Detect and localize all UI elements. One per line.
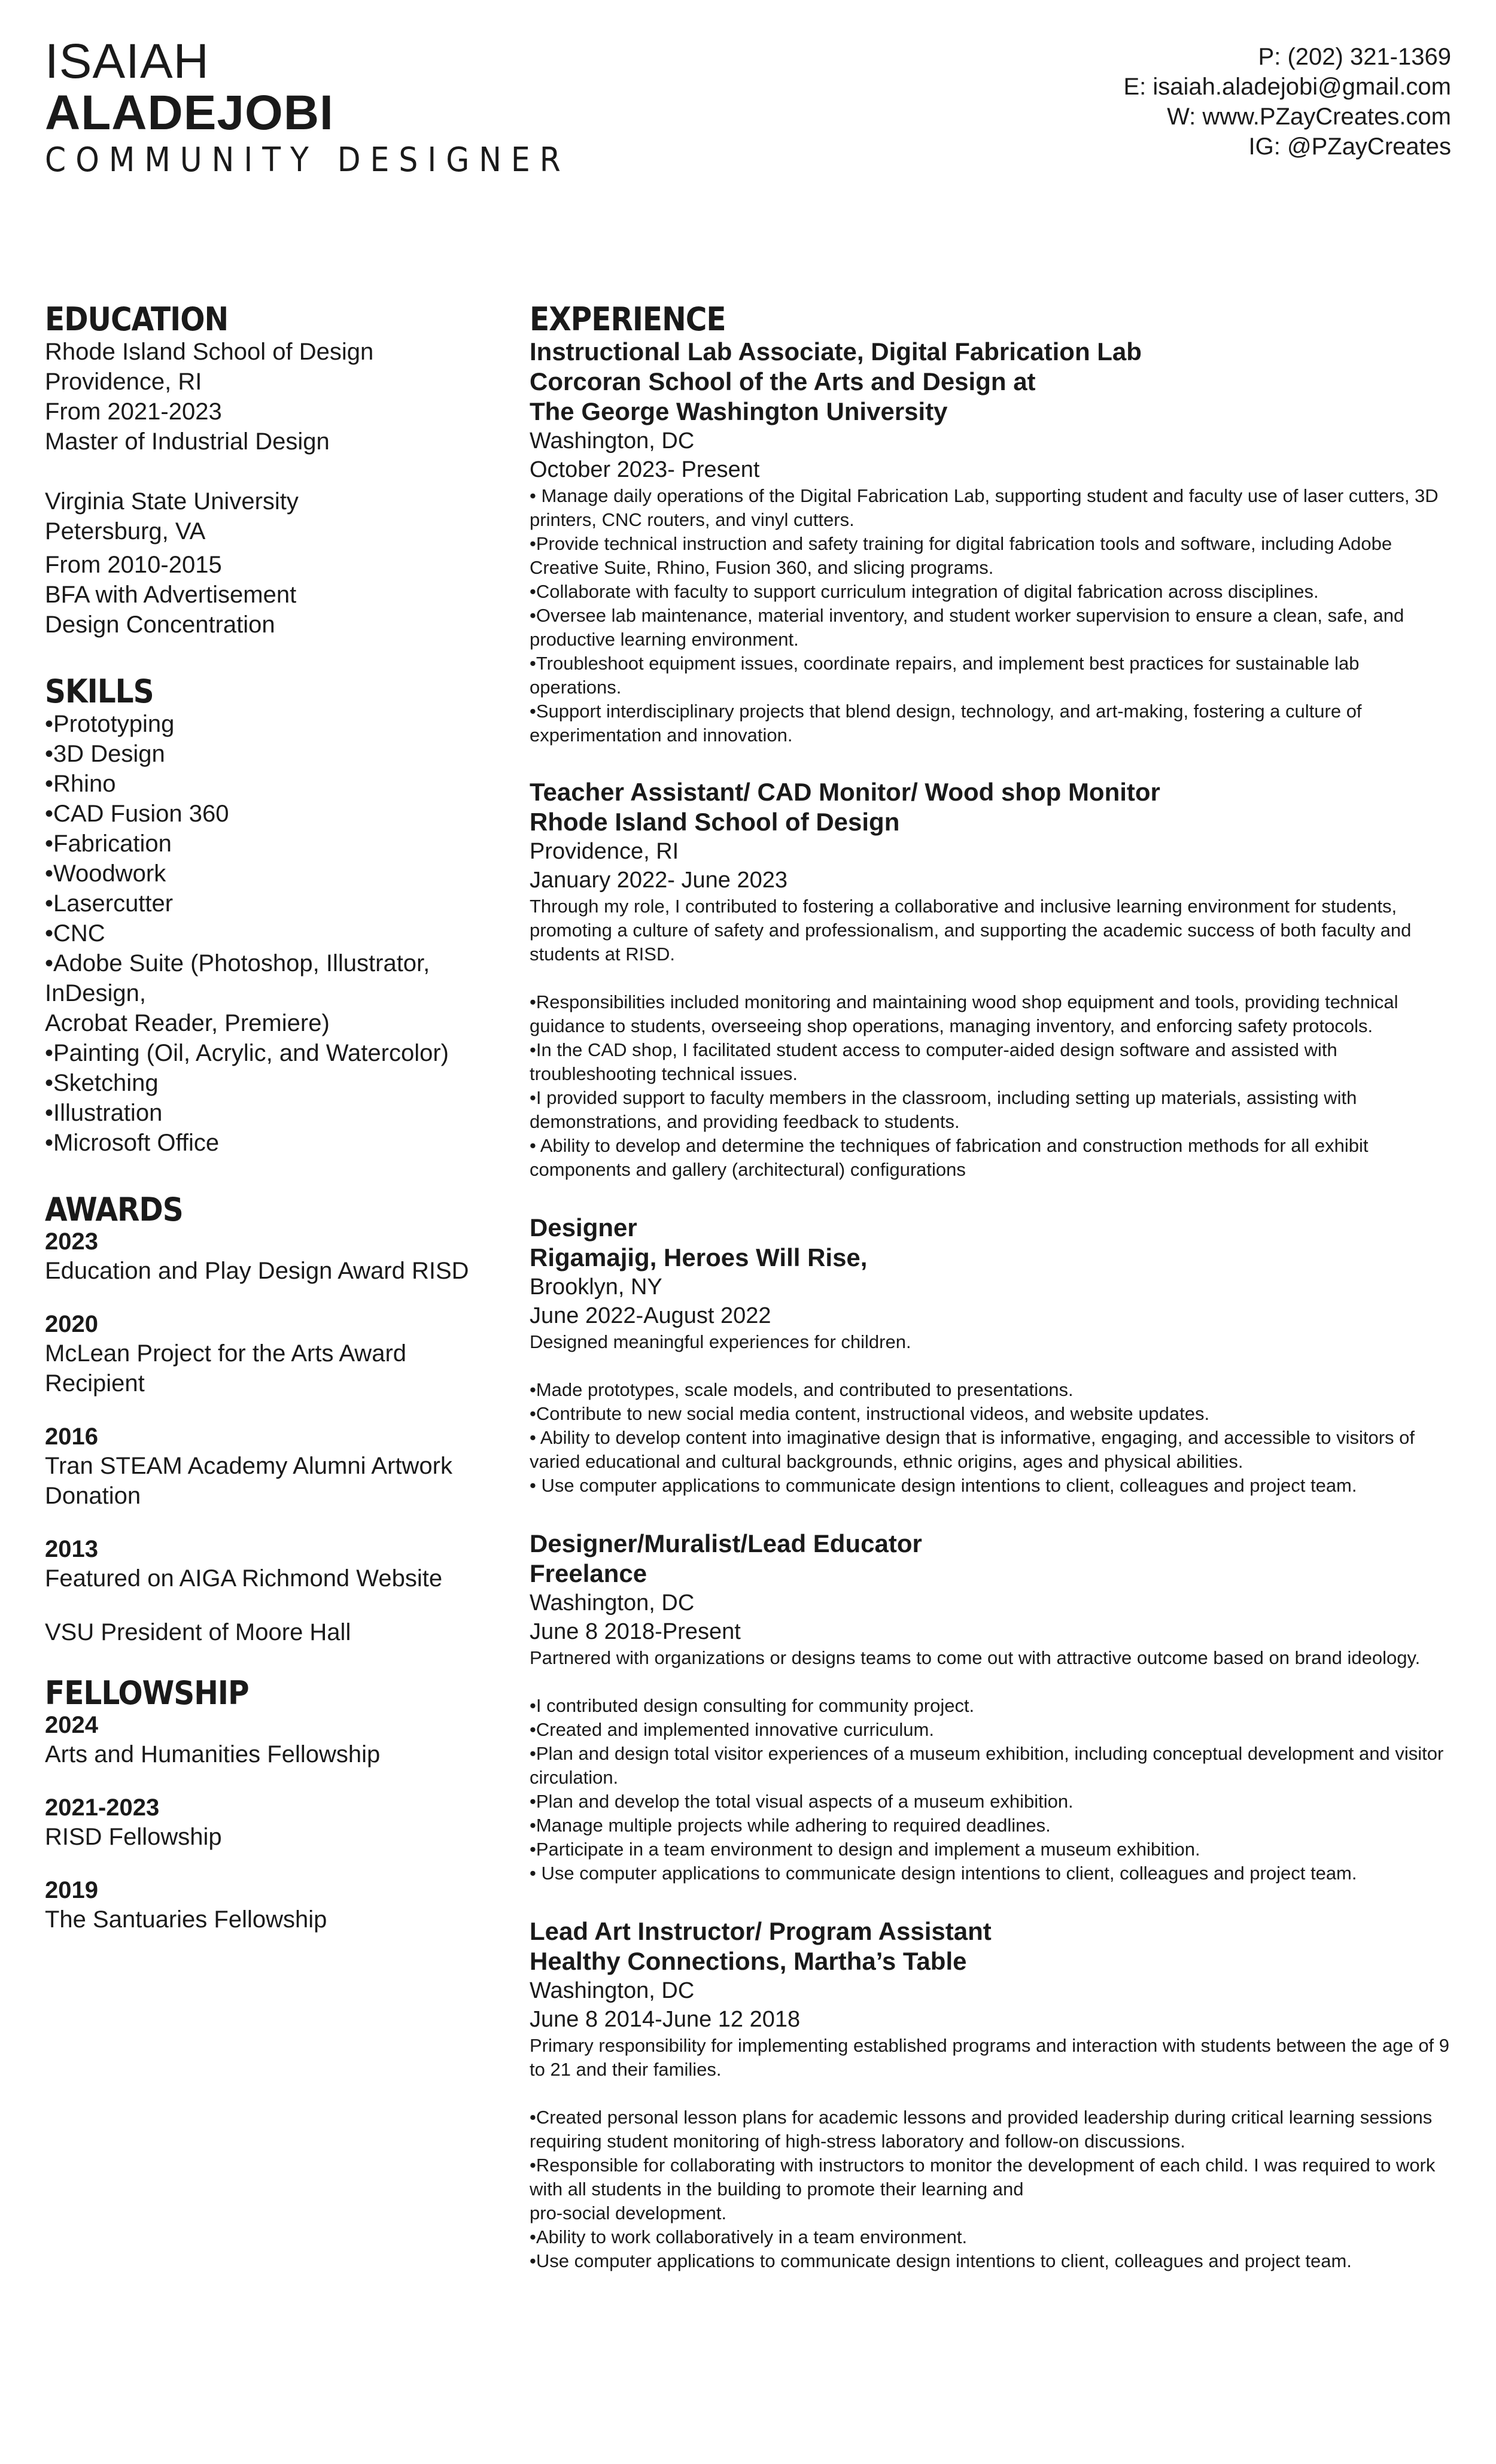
award-entry [45, 1227, 500, 1286]
fellowship-entry [45, 1711, 500, 1769]
education-entry [45, 486, 500, 640]
award-line: Education and Play Design Award RISD [45, 1258, 469, 1284]
job-bullet: •Collaborate with faculty to support curriculum integration of digital fabrication across disciplines. [530, 581, 1319, 602]
job-bullet: •I contributed design consulting for community project. [530, 1695, 975, 1716]
fellowship-year: 2024 [45, 1712, 98, 1738]
job-dates: October 2023- Present [530, 457, 760, 482]
skill-item: •Fabrication [45, 831, 172, 857]
award-year: 2020 [45, 1311, 98, 1337]
skills-heading: SKILLS [45, 673, 154, 710]
job-dates: January 2022- June 2023 [530, 868, 787, 893]
skill-item: •Illustration [45, 1100, 163, 1126]
education-line: Providence, RI [45, 369, 202, 395]
job-entry [530, 777, 1454, 1182]
job-entry [530, 337, 1454, 747]
award-year: 2023 [45, 1228, 98, 1255]
job-employer: Rigamajig, Heroes Will Rise, [530, 1243, 868, 1271]
education-line: Design Concentration [45, 612, 275, 638]
job-employer: The George Washington University [530, 397, 948, 425]
award-entry [45, 1422, 500, 1511]
job-title: Instructional Lab Associate, Digital Fabrication Lab [530, 337, 1142, 366]
skill-item: InDesign, [45, 980, 146, 1006]
job-bullet: •Made prototypes, scale models, and contributed to presentations. [530, 1379, 1074, 1400]
job-bullet: • Manage daily operations of the Digital Fabrication Lab, supporting student and faculty use of laser cutters, 3D printers, CNC routers, and vinyl cutters. [530, 485, 1439, 530]
skill-item: •Rhino [45, 771, 116, 797]
job-bullet: • Use computer applications to communicate design intentions to client, colleagues and project team. [530, 1863, 1357, 1884]
job-bullet: •Use computer applications to communicate design intentions to client, colleagues and project team. [530, 2250, 1352, 2271]
experience-heading: EXPERIENCE [530, 300, 726, 338]
award-line: Recipient [45, 1370, 145, 1397]
skill-item: •Prototyping [45, 711, 175, 737]
job-dates: June 8 2014-June 12 2018 [530, 2007, 801, 2032]
contact-instagram: IG: @PZayCreates [1248, 133, 1451, 160]
education-line: BFA with Advertisement [45, 582, 297, 608]
award-line: McLean Project for the Arts Award [45, 1340, 407, 1367]
contact-block [1123, 42, 1451, 162]
award-entry [45, 1535, 500, 1593]
education-line: Rhode Island School of Design [45, 339, 374, 365]
fellowship-line: The Santuaries Fellowship [45, 1906, 327, 1933]
job-summary: Primary responsibility for implementing established programs and interaction with students between the age of 9 to 21 and their families. [530, 2035, 1450, 2080]
award-entry [45, 1617, 500, 1647]
education-line: From 2021-2023 [45, 399, 222, 425]
last-name: ALADEJOBI [45, 86, 334, 140]
job-entry [530, 1529, 1454, 1885]
job-title: Designer [530, 1213, 637, 1242]
skill-item: •CNC [45, 920, 105, 947]
skill-item: •Painting (Oil, Acrylic, and Watercolor) [45, 1040, 449, 1066]
job-bullet: •Plan and design total visitor experiences of a museum exhibition, including conceptual development and visitor circulation. [530, 1743, 1444, 1788]
education-line: Virginia State University [45, 488, 299, 515]
job-bullet: •Oversee lab maintenance, material inventory, and student worker supervision to ensure a clean, safe, and productive learning environment. [530, 605, 1404, 650]
job-location: Washington, DC [530, 1978, 695, 2003]
fellowship-year: 2019 [45, 1877, 98, 1903]
job-bullet: •Manage multiple projects while adhering to required deadlines. [530, 1815, 1051, 1836]
job-bullet: • Ability to develop and determine the techniques of fabrication and construction methods for all exhibit components and gallery (architectural) configurations [530, 1135, 1369, 1180]
job-dates: June 8 2018-Present [530, 1619, 741, 1644]
award-line: VSU President of Moore Hall [45, 1619, 351, 1645]
job-employer: Rhode Island School of Design [530, 808, 900, 836]
job-bullet: •Provide technical instruction and safety training for digital fabrication tools and software, including Adobe Creative Suite, Rhino, Fusion 360, and slicing programs. [530, 533, 1392, 578]
education-heading: EDUCATION [45, 300, 229, 338]
education-line: Petersburg, VA [45, 518, 206, 544]
education-line: From 2010-2015 [45, 552, 222, 578]
job-entry [530, 1213, 1454, 1498]
award-year: 2016 [45, 1423, 98, 1450]
job-title-header: COMMUNITY DESIGNER [45, 141, 570, 180]
skills-list [45, 709, 500, 1158]
job-bullet: • Use computer applications to communicate design intentions to client, colleagues and project team. [530, 1475, 1357, 1496]
job-bullet: • Ability to develop content into imaginative design that is informative, engaging, and accessible to visitors of varied educational and cultural backgrounds, ethnic origins, ages and physical abilities. [530, 1427, 1415, 1472]
left-column [45, 302, 500, 1934]
job-title: Lead Art Instructor/ Program Assistant [530, 1917, 992, 1945]
job-bullet: •Contribute to new social media content, instructional videos, and website updates. [530, 1403, 1210, 1424]
skill-item: •CAD Fusion 360 [45, 801, 229, 827]
job-location: Providence, RI [530, 839, 679, 864]
first-name: ISAIAH [45, 34, 209, 89]
job-bullet: •Plan and develop the total visual aspects of a museum exhibition. [530, 1791, 1074, 1812]
skill-item: •Sketching [45, 1070, 159, 1096]
award-line: Tran STEAM Academy Alumni Artwork [45, 1453, 452, 1479]
skill-item: •Microsoft Office [45, 1130, 220, 1156]
fellowship-heading: FELLOWSHIP [45, 1674, 249, 1712]
skill-item: Acrobat Reader, Premiere) [45, 1010, 330, 1036]
job-bullet: •In the CAD shop, I facilitated student access to computer-aided design software and assisted with troubleshooting technical issues. [530, 1039, 1337, 1084]
job-bullet: •I provided support to faculty members in the classroom, including setting up materials, assisting with demonstrations, and providing feedback to students. [530, 1087, 1357, 1132]
awards-heading: AWARDS [45, 1191, 183, 1228]
job-bullet: •Support interdisciplinary projects that blend design, technology, and art-making, fostering a culture of experimentation and innovation. [530, 701, 1362, 746]
award-line: Donation [45, 1483, 141, 1509]
fellowship-line: Arts and Humanities Fellowship [45, 1741, 381, 1768]
job-location: Washington, DC [530, 428, 695, 454]
contact-email: E: isaiah.aladejobi@gmail.com [1123, 74, 1451, 100]
job-employer: Freelance [530, 1559, 647, 1587]
skill-item: •Lasercutter [45, 890, 174, 917]
job-bullet: •Responsible for collaborating with instructors to monitor the development of each child. I was required to work with all students in the building to promote their learning and [530, 2155, 1436, 2200]
job-summary: Designed meaningful experiences for children. [530, 1331, 911, 1352]
job-summary: Through my role, I contributed to fostering a collaborative and inclusive learning environment for students, promoting a culture of safety and professionalism, and supporting the academic success of both faculty and students at RISD. [530, 896, 1412, 965]
job-title: Designer/Muralist/Lead Educator [530, 1529, 922, 1558]
job-bullet: •Responsibilities included monitoring and maintaining wood shop equipment and tools, providing technical guidance to students, overseeing shop operations, managing inventory, and enforcing safety protocols. [530, 991, 1398, 1036]
job-employer: Corcoran School of the Arts and Design at [530, 367, 1036, 396]
right-column [530, 302, 1454, 2273]
job-bullet: •Troubleshoot equipment issues, coordinate repairs, and implement best practices for sustainable lab operations. [530, 653, 1360, 698]
award-entry [45, 1310, 500, 1398]
job-bullet: •Created and implemented innovative curriculum. [530, 1719, 934, 1740]
fellowship-year: 2021-2023 [45, 1794, 160, 1821]
job-bullet: pro-social development. [530, 2203, 727, 2223]
job-summary: Partnered with organizations or designs teams to come out with attractive outcome based on brand ideology. [530, 1647, 1421, 1668]
job-employer: Healthy Connections, Martha’s Table [530, 1947, 967, 1975]
job-bullet: •Participate in a team environment to design and implement a museum exhibition. [530, 1839, 1200, 1860]
job-location: Washington, DC [530, 1590, 695, 1616]
job-bullet: •Created personal lesson plans for academic lessons and provided leadership during critical learning sessions requiring student monitoring of high-stress laboratory and follow-on discussions. [530, 2107, 1433, 2152]
skill-item: •Adobe Suite (Photoshop, Illustrator, [45, 950, 430, 977]
skill-item: •Woodwork [45, 860, 166, 887]
education-line: Master of Industrial Design [45, 428, 330, 455]
job-entry [530, 1917, 1454, 2273]
contact-phone: P: (202) 321-1369 [1258, 44, 1451, 70]
job-location: Brooklyn, NY [530, 1274, 662, 1300]
job-dates: June 2022-August 2022 [530, 1303, 771, 1328]
skill-item: •3D Design [45, 741, 165, 767]
fellowship-entry [45, 1876, 500, 1934]
job-title: Teacher Assistant/ CAD Monitor/ Wood shop Monitor [530, 778, 1160, 806]
contact-website: W: www.PZayCreates.com [1167, 104, 1451, 130]
job-bullet: •Ability to work collaboratively in a team environment. [530, 2226, 968, 2247]
fellowship-line: RISD Fellowship [45, 1824, 222, 1850]
education-entry [45, 337, 500, 457]
award-year: 2013 [45, 1536, 98, 1562]
fellowship-entry [45, 1793, 500, 1852]
award-line: Featured on AIGA Richmond Website [45, 1565, 443, 1592]
